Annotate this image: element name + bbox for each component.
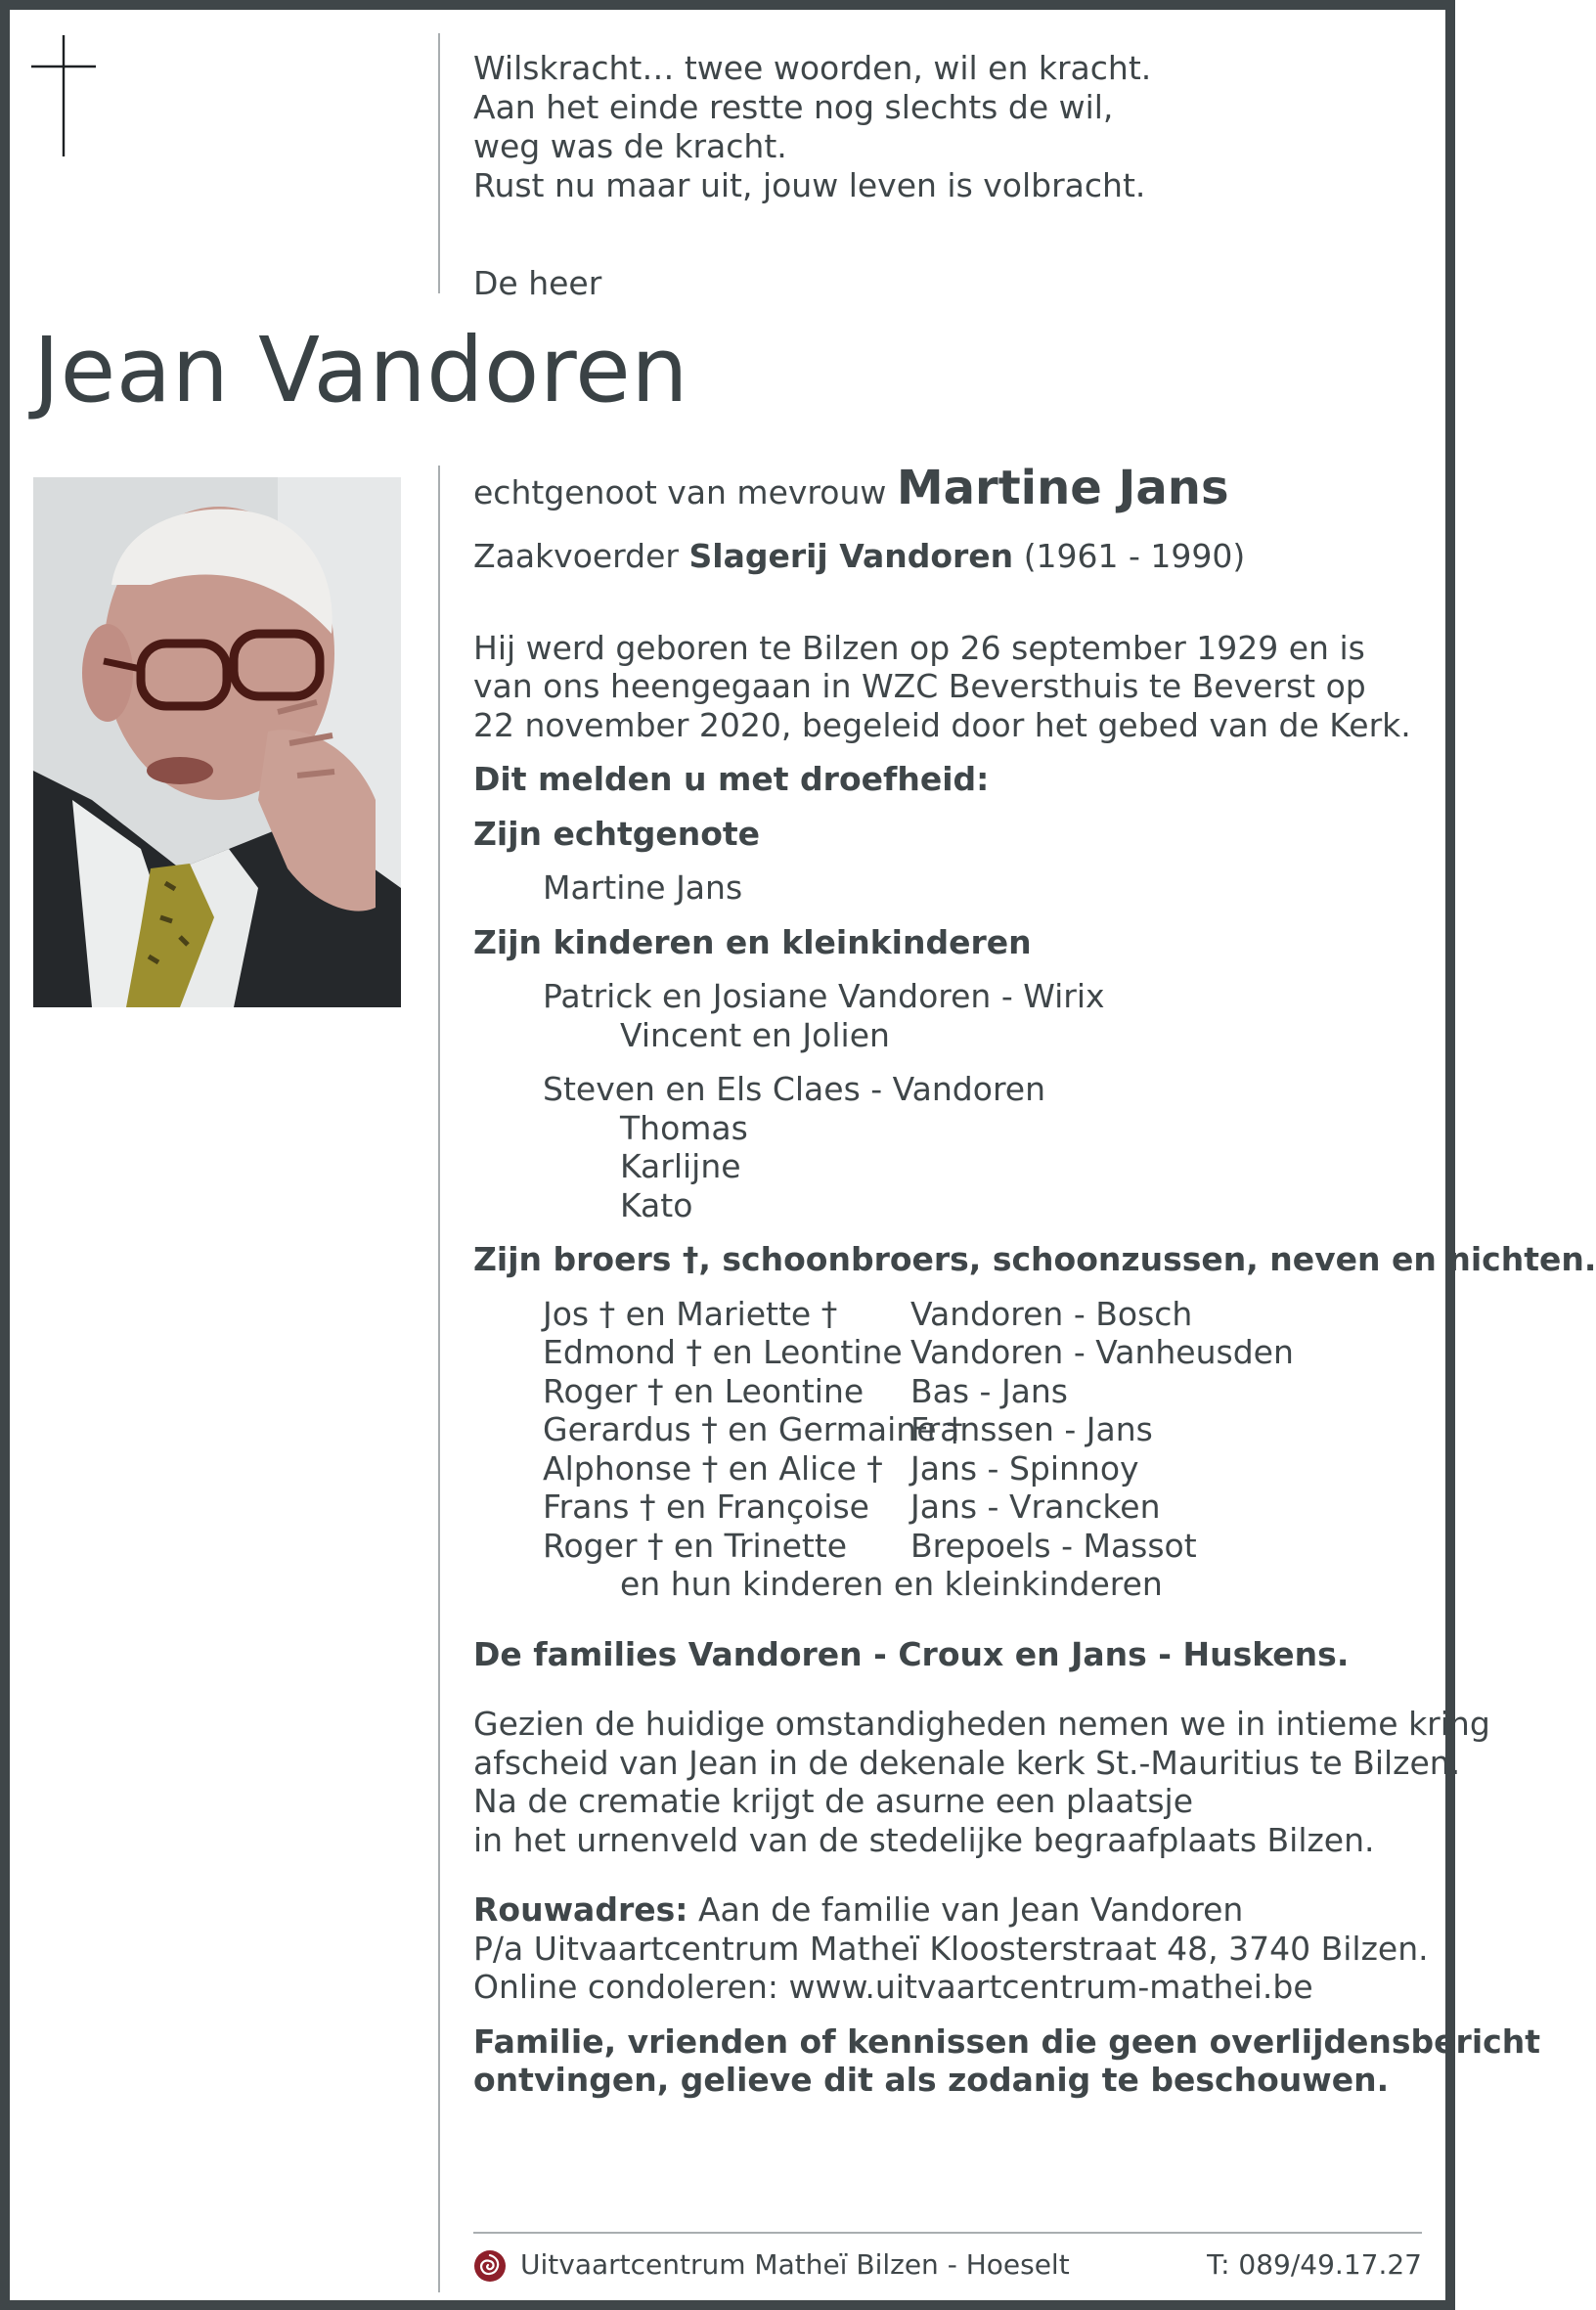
poem-line: weg was de kracht. xyxy=(473,127,787,165)
rose-logo-icon xyxy=(473,2249,507,2283)
title-prefix: De heer xyxy=(473,264,602,302)
address-line xyxy=(473,1890,1432,1930)
footer xyxy=(473,2243,1422,2287)
child-parents: Patrick en Josiane Vandoren - Wirix xyxy=(543,977,1105,1015)
list-item: Alphonse † en Alice † Jans - Spinnoy xyxy=(543,1448,1139,1488)
divider-bottom xyxy=(438,466,440,2292)
poem-line: Wilskracht… twee woorden, wil en kracht. xyxy=(473,49,1152,87)
occupation-line xyxy=(473,537,1432,576)
ceremony-line: Gezien de huidige omstandigheden nemen we in intieme kring xyxy=(473,1705,1490,1743)
list-item: Edmond † en Leontine Vandoren - Vanheusden xyxy=(543,1333,1294,1371)
siblings-heading: Zijn broers †, schoonbroers, schoonzussen, neven en nichten. xyxy=(473,1240,1596,1278)
phone-number: T: 089/49.17.27 xyxy=(1207,2248,1422,2281)
condolence-link[interactable]: Online condoleren: www.uitvaartcentrum-mathei.be xyxy=(473,1968,1313,2006)
families: De families Vandoren - Croux en Jans - Huskens. xyxy=(473,1634,1350,1673)
spouse-line xyxy=(473,460,1432,521)
deceased-name: Jean Vandoren xyxy=(33,318,689,422)
poem xyxy=(473,49,1151,205)
wife-heading: Zijn echtgenote xyxy=(473,814,761,853)
ceremony-line: Na de crematie krijgt de asurne een plaatsje xyxy=(473,1782,1194,1820)
list-item: Frans † en Françoise Jans - Vrancken xyxy=(543,1488,1161,1526)
address-line1: Aan de familie van Jean Vandoren xyxy=(697,1890,1244,1929)
grandchild: Thomas xyxy=(620,1108,748,1147)
occupation-prefix: Zaakvoerder xyxy=(473,537,679,575)
list-item: Roger † en Trinette Brepoels - Massot xyxy=(543,1526,1197,1565)
bio-line: van ons heengegaan in WZC Beversthuis te Beverst op xyxy=(473,667,1366,705)
list-item: Gerardus † en Germaine †Franssen - Jans xyxy=(543,1410,1153,1448)
poem-line: Rust nu maar uit, jouw leven is volbracht. xyxy=(473,166,1146,204)
divider-top xyxy=(438,33,440,293)
bio-line: Hij werd geboren te Bilzen op 26 september 1929 en is xyxy=(473,628,1365,667)
grandchild: Vincent en Jolien xyxy=(620,1015,890,1054)
list-item: Jos † en Mariette † Vandoren - Bosch xyxy=(543,1294,1193,1333)
announcement: Dit melden u met droefheid: xyxy=(473,760,990,798)
closing-line: ontvingen, gelieve dit als zodanig te beschouwen. xyxy=(473,2061,1390,2099)
obituary-body xyxy=(473,460,1596,2100)
list-item: Roger † en Leontine Bas - Jans xyxy=(543,1371,1069,1410)
siblings-tail: en hun kinderen en kleinkinderen xyxy=(620,1565,1163,1603)
ceremony-line: afscheid van Jean in de dekenale kerk St.-Mauritius te Bilzen. xyxy=(473,1743,1461,1782)
child-parents: Steven en Els Claes - Vandoren xyxy=(543,1070,1045,1108)
closing-line: Familie, vrienden of kennissen die geen overlijdensbericht xyxy=(473,2021,1540,2061)
address-label: Rouwadres: xyxy=(473,1890,688,1929)
bio-line: 22 november 2020, begeleid door het gebed van de Kerk. xyxy=(473,705,1411,744)
children-heading: Zijn kinderen en kleinkinderen xyxy=(473,922,1032,961)
occupation-company: Slagerij Vandoren xyxy=(688,537,1014,575)
footer-divider xyxy=(473,2232,1422,2234)
address-line2: P/a Uitvaartcentrum Matheï Kloosterstraat 48, 3740 Bilzen. xyxy=(473,1929,1429,1968)
grandchild: Karlijne xyxy=(620,1147,741,1185)
funeral-home-name: Uitvaartcentrum Matheï Bilzen - Hoeselt xyxy=(520,2248,1070,2281)
portrait-photo xyxy=(33,477,401,1007)
spouse-prefix: echtgenoot van mevrouw xyxy=(473,473,887,511)
siblings-list xyxy=(473,1295,1432,1566)
spouse-name: Martine Jans xyxy=(896,461,1229,515)
wife-name: Martine Jans xyxy=(543,868,743,907)
ceremony-line: in het urnenveld van de stedelijke begraafplaats Bilzen. xyxy=(473,1820,1375,1859)
cross-icon xyxy=(31,35,96,156)
occupation-years: (1961 - 1990) xyxy=(1023,537,1246,575)
grandchild: Kato xyxy=(620,1185,693,1224)
poem-line: Aan het einde restte nog slechts de wil, xyxy=(473,88,1114,126)
